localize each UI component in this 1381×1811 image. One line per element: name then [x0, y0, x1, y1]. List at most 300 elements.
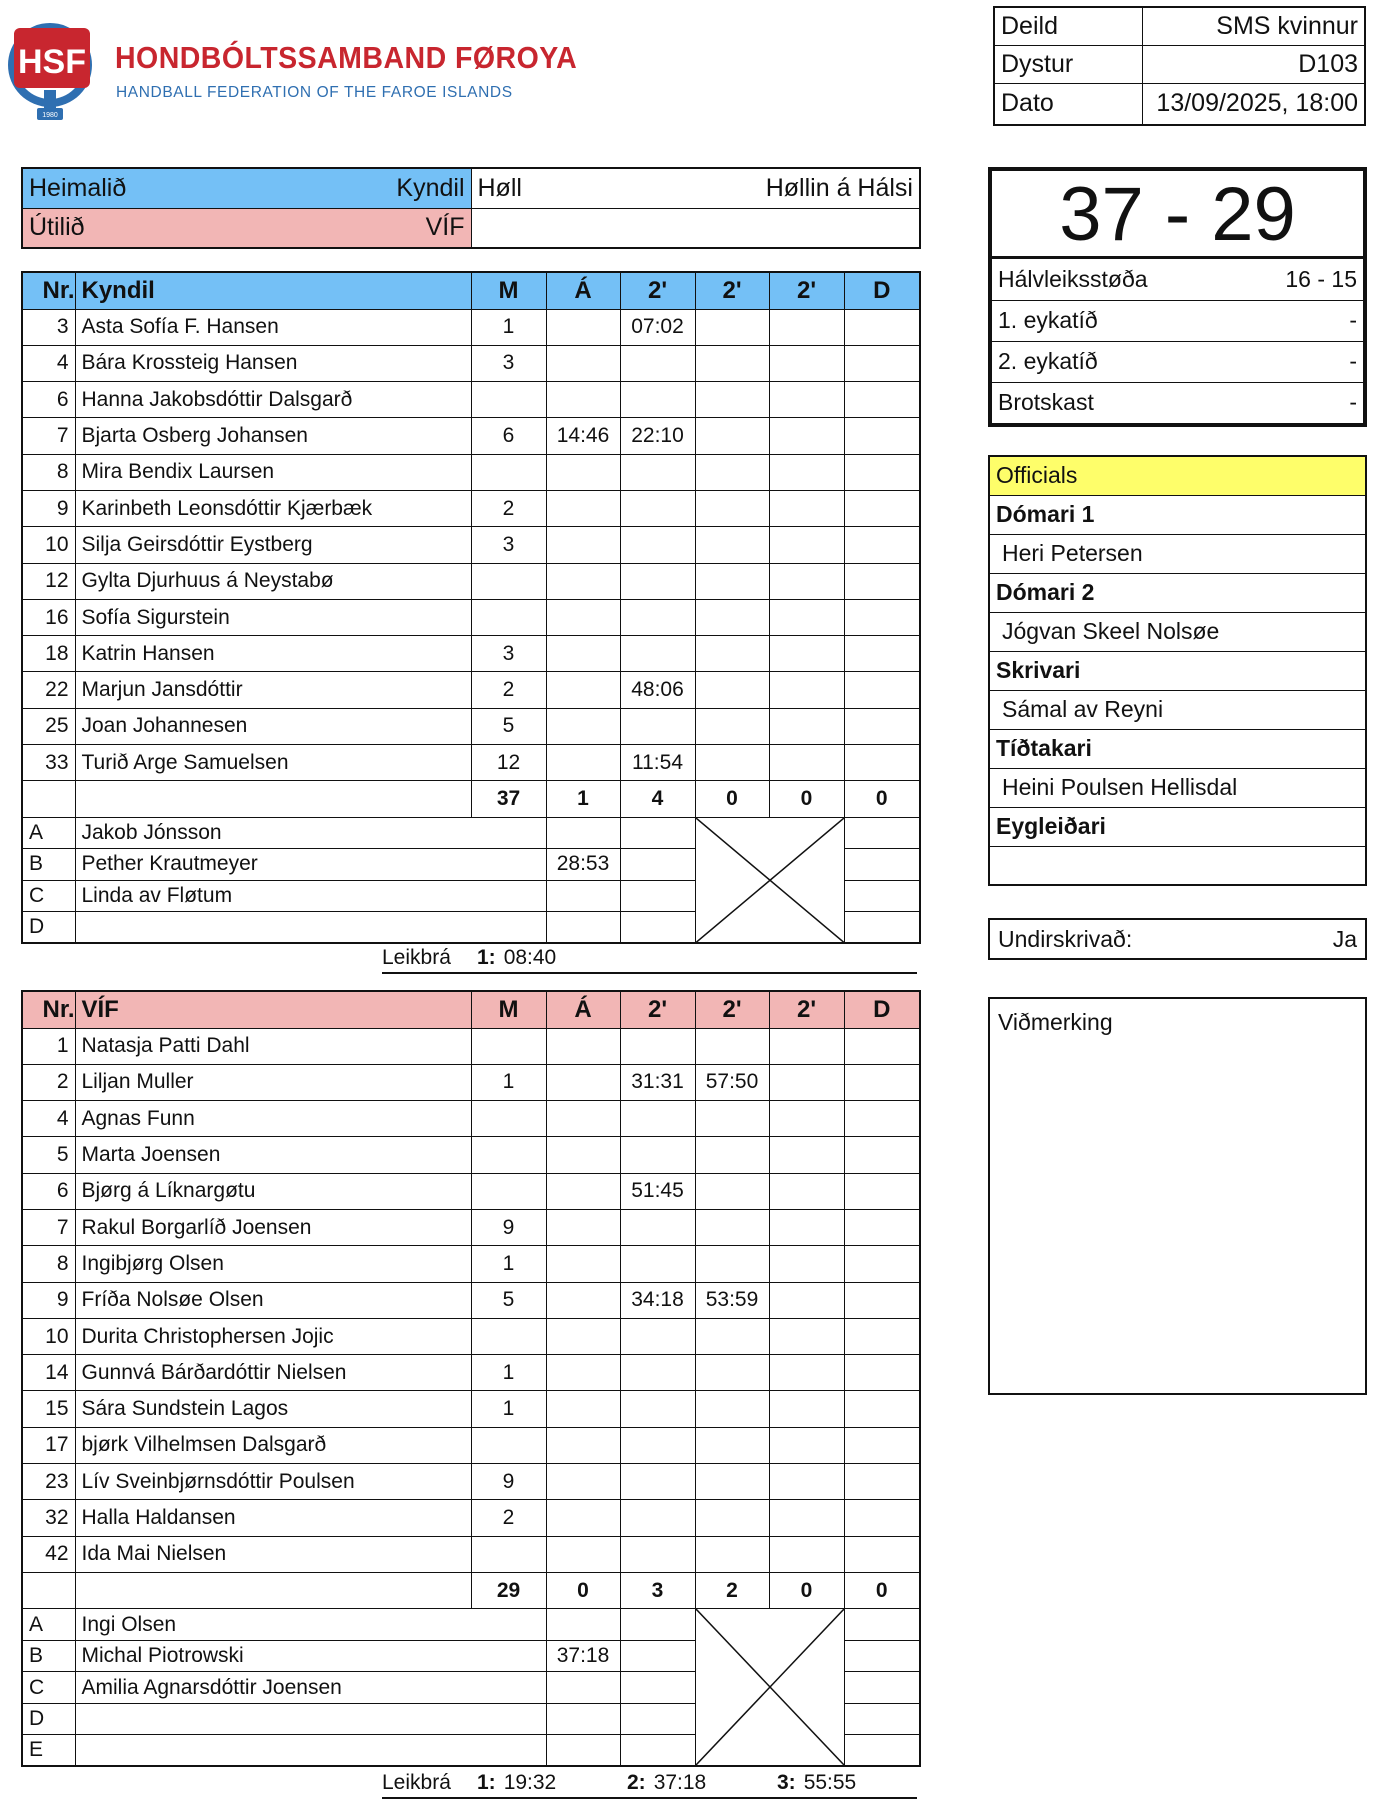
team-official-name [75, 912, 546, 944]
player-name: Ingibjørg Olsen [75, 1246, 471, 1282]
player-warning [546, 1209, 620, 1245]
player-goals: 3 [471, 636, 546, 672]
player-goals: 3 [471, 527, 546, 563]
player-name: Karinbeth Leonsdóttir Kjærbæk [75, 490, 471, 526]
player-row [22, 527, 920, 563]
federation-logo [0, 10, 578, 125]
player-suspension-2 [695, 1500, 769, 1536]
player-warning [546, 1464, 620, 1500]
column-header: 2' [620, 272, 695, 309]
signed-box [988, 918, 1367, 960]
player-disqualification [844, 527, 920, 563]
official-suspension [620, 1672, 695, 1704]
player-disqualification [844, 1209, 920, 1245]
player-suspension-1 [620, 1464, 695, 1500]
official-suspension [620, 1703, 695, 1735]
team-official-name [75, 1735, 546, 1767]
player-number: 25 [22, 708, 75, 744]
player-warning [546, 1536, 620, 1572]
player-row [22, 1028, 920, 1064]
player-number: 15 [22, 1391, 75, 1427]
player-suspension-1: 34:18 [620, 1282, 695, 1318]
column-header: M [471, 272, 546, 309]
timeout-label: Leikbrá [382, 946, 451, 969]
player-number: 4 [22, 1101, 75, 1137]
official-name: Jógvan Skeel Nolsøe [989, 612, 1366, 651]
team-official-row [22, 817, 920, 849]
info-value: 13/09/2025, 18:00 [1142, 83, 1365, 125]
score-box [988, 167, 1367, 427]
away-team-table [21, 990, 921, 1767]
player-suspension-1: 51:45 [620, 1173, 695, 1209]
player-disqualification [844, 1536, 920, 1572]
player-disqualification [844, 1137, 920, 1173]
player-warning [546, 1318, 620, 1354]
player-number: 10 [22, 527, 75, 563]
timeout-entry: 2: 37:18 [627, 1771, 707, 1794]
player-goals [471, 1137, 546, 1173]
player-goals [471, 1101, 546, 1137]
player-row [22, 418, 920, 454]
player-suspension-1 [620, 454, 695, 490]
official-suspension [620, 849, 695, 881]
player-suspension-2 [695, 1209, 769, 1245]
official-suspension [620, 1609, 695, 1641]
player-goals: 2 [471, 1500, 546, 1536]
column-header: 2' [769, 272, 844, 309]
player-disqualification [844, 1500, 920, 1536]
player-row [22, 1282, 920, 1318]
svg-text:1980: 1980 [42, 112, 58, 119]
player-suspension-2 [695, 527, 769, 563]
column-header: M [471, 991, 546, 1028]
player-disqualification [844, 1318, 920, 1354]
official-code: D [22, 912, 75, 944]
player-suspension-1 [620, 1246, 695, 1282]
overtime2-label: 2. eykatíð [992, 341, 1252, 382]
info-value: D103 [1142, 45, 1365, 83]
player-suspension-2 [695, 1246, 769, 1282]
team-official-name: Ingi Olsen [75, 1609, 546, 1641]
player-suspension-2 [695, 1464, 769, 1500]
player-number: 9 [22, 1282, 75, 1318]
column-header: Á [546, 991, 620, 1028]
player-warning [546, 345, 620, 381]
signed-label: Undirskrivað: [998, 925, 1133, 952]
player-goals [471, 454, 546, 490]
player-disqualification [844, 1427, 920, 1463]
player-warning [546, 745, 620, 781]
column-header: 2' [620, 991, 695, 1028]
player-warning [546, 1101, 620, 1137]
officials-title: Officials [989, 456, 1366, 495]
player-row [22, 672, 920, 708]
player-name: Marjun Jansdóttir [75, 672, 471, 708]
player-suspension-2 [695, 1427, 769, 1463]
player-row [22, 1464, 920, 1500]
timeout-entry: 3: 55:55 [777, 1771, 857, 1794]
player-number: 6 [22, 382, 75, 418]
official-empty [844, 817, 920, 849]
player-suspension-3 [769, 418, 844, 454]
player-suspension-3 [769, 1318, 844, 1354]
federation-subtitle: HANDBALL FEDERATION OF THE FAROE ISLANDS [116, 84, 513, 101]
player-warning: 14:46 [546, 418, 620, 454]
player-name: Ida Mai Nielsen [75, 1536, 471, 1572]
total-t2: 0 [695, 781, 769, 817]
player-row [22, 745, 920, 781]
info-row [994, 7, 1365, 45]
totals-empty [75, 1572, 471, 1608]
player-goals [471, 599, 546, 635]
overtime1-label: 1. eykatíð [992, 300, 1252, 341]
official-suspension [620, 880, 695, 912]
player-name: Turið Arge Samuelsen [75, 745, 471, 781]
total-t3: 0 [769, 1572, 844, 1608]
player-suspension-1 [620, 345, 695, 381]
player-goals [471, 1427, 546, 1463]
total-d: 0 [844, 781, 920, 817]
home-timeouts [382, 946, 917, 974]
player-number: 1 [22, 1028, 75, 1064]
player-name: Fríða Nolsøe Olsen [75, 1282, 471, 1318]
player-suspension-2 [695, 636, 769, 672]
player-name: Sofía Sigurstein [75, 599, 471, 635]
player-goals: 12 [471, 745, 546, 781]
player-name: Hanna Jakobsdóttir Dalsgarð [75, 382, 471, 418]
player-warning [546, 708, 620, 744]
official-code: E [22, 1735, 75, 1767]
player-suspension-1 [620, 382, 695, 418]
player-warning [546, 1500, 620, 1536]
player-goals: 2 [471, 490, 546, 526]
team-official-name: Amilia Agnarsdóttir Joensen [75, 1672, 546, 1704]
player-suspension-3 [769, 1355, 844, 1391]
column-header: D [844, 991, 920, 1028]
total-d: 0 [844, 1572, 920, 1608]
player-goals: 3 [471, 345, 546, 381]
player-name: Durita Christophersen Jojic [75, 1318, 471, 1354]
player-warning [546, 672, 620, 708]
official-code: D [22, 1703, 75, 1735]
player-goals: 1 [471, 1064, 546, 1100]
player-row [22, 1391, 920, 1427]
player-number: 6 [22, 1173, 75, 1209]
player-row [22, 636, 920, 672]
player-disqualification [844, 1101, 920, 1137]
venue-label: Høll [477, 173, 522, 202]
player-suspension-2 [695, 418, 769, 454]
total-a: 0 [546, 1572, 620, 1608]
away-label: Útilið [29, 213, 85, 242]
player-suspension-2 [695, 708, 769, 744]
player-number: 8 [22, 454, 75, 490]
officials-table [988, 455, 1367, 886]
team-official-name: Michal Piotrowski [75, 1640, 546, 1672]
player-suspension-3 [769, 1500, 844, 1536]
player-suspension-2 [695, 1173, 769, 1209]
official-name [989, 846, 1366, 885]
official-code: B [22, 849, 75, 881]
player-suspension-3 [769, 345, 844, 381]
official-warning [546, 1703, 620, 1735]
player-suspension-2 [695, 1137, 769, 1173]
player-row [22, 1536, 920, 1572]
player-name: bjørk Vilhelmsen Dalsgarð [75, 1427, 471, 1463]
player-number: 10 [22, 1318, 75, 1354]
player-suspension-3 [769, 1391, 844, 1427]
official-empty [844, 912, 920, 944]
player-row [22, 1246, 920, 1282]
player-suspension-1 [620, 1101, 695, 1137]
official-role: Dómari 2 [989, 573, 1366, 612]
player-warning [546, 1282, 620, 1318]
player-row [22, 345, 920, 381]
player-suspension-2 [695, 1101, 769, 1137]
column-header: 2' [695, 272, 769, 309]
player-suspension-3 [769, 599, 844, 635]
player-number: 2 [22, 1064, 75, 1100]
total-t1: 4 [620, 781, 695, 817]
match-info-table [993, 6, 1366, 126]
player-disqualification [844, 454, 920, 490]
official-warning: 37:18 [546, 1640, 620, 1672]
player-suspension-1 [620, 636, 695, 672]
penalty-shootout-value: - [1252, 382, 1363, 423]
player-suspension-3 [769, 1064, 844, 1100]
official-code: C [22, 880, 75, 912]
penalty-shootout-label: Brotskast [992, 382, 1252, 423]
player-goals: 6 [471, 418, 546, 454]
remark-box [988, 997, 1367, 1395]
player-disqualification [844, 1246, 920, 1282]
total-m: 37 [471, 781, 546, 817]
home-team-name: Kyndil [396, 173, 465, 202]
player-name: Bára Krossteig Hansen [75, 345, 471, 381]
player-name: Lív Sveinbjørnsdóttir Poulsen [75, 1464, 471, 1500]
official-warning [546, 1672, 620, 1704]
table-header-row [22, 272, 920, 309]
player-name: Agnas Funn [75, 1101, 471, 1137]
svg-text:HSF: HSF [18, 43, 86, 81]
player-suspension-1 [620, 599, 695, 635]
team-name-header: Kyndil [75, 272, 471, 309]
totals-empty [75, 781, 471, 817]
official-suspension [620, 817, 695, 849]
player-warning [546, 1028, 620, 1064]
player-goals [471, 1173, 546, 1209]
player-goals: 1 [471, 1246, 546, 1282]
player-name: Marta Joensen [75, 1137, 471, 1173]
player-goals: 2 [471, 672, 546, 708]
player-suspension-3 [769, 309, 844, 345]
player-goals: 1 [471, 1355, 546, 1391]
player-number: 22 [22, 672, 75, 708]
player-number: 17 [22, 1427, 75, 1463]
home-label: Heimalið [29, 173, 127, 202]
totals-row [22, 781, 920, 817]
player-row [22, 708, 920, 744]
official-warning [546, 880, 620, 912]
player-warning [546, 527, 620, 563]
team-official-name [75, 1703, 546, 1735]
player-warning [546, 1246, 620, 1282]
team-name-header: VÍF [75, 991, 471, 1028]
away-team-cell [22, 208, 471, 248]
home-team-table [21, 271, 921, 944]
player-number: 18 [22, 636, 75, 672]
venue-cell [471, 168, 920, 208]
player-suspension-1 [620, 1427, 695, 1463]
info-row [994, 45, 1365, 83]
player-suspension-1 [620, 1500, 695, 1536]
player-goals: 5 [471, 708, 546, 744]
player-number: 14 [22, 1355, 75, 1391]
player-suspension-3 [769, 1536, 844, 1572]
player-goals: 5 [471, 1282, 546, 1318]
official-name: Heini Poulsen Hellisdal [989, 768, 1366, 807]
player-number: 5 [22, 1137, 75, 1173]
official-empty [844, 1640, 920, 1672]
column-header: 2' [695, 991, 769, 1028]
player-number: 3 [22, 309, 75, 345]
player-disqualification [844, 1173, 920, 1209]
player-suspension-1 [620, 1137, 695, 1173]
player-name: Natasja Patti Dahl [75, 1028, 471, 1064]
player-goals [471, 1536, 546, 1572]
player-suspension-1: 48:06 [620, 672, 695, 708]
player-number: 32 [22, 1500, 75, 1536]
player-suspension-1 [620, 1355, 695, 1391]
player-suspension-3 [769, 672, 844, 708]
official-suspension [620, 1640, 695, 1672]
federation-name: HONDBÓLTSSAMBAND FØROYA [115, 40, 578, 75]
player-suspension-3 [769, 708, 844, 744]
player-name: Liljan Muller [75, 1064, 471, 1100]
player-number: 8 [22, 1246, 75, 1282]
official-empty [844, 849, 920, 881]
column-header: Á [546, 272, 620, 309]
player-disqualification [844, 1355, 920, 1391]
player-suspension-1: 11:54 [620, 745, 695, 781]
player-name: Silja Geirsdóttir Eystberg [75, 527, 471, 563]
player-name: Gylta Djurhuus á Neystabø [75, 563, 471, 599]
player-row [22, 309, 920, 345]
player-suspension-1: 07:02 [620, 309, 695, 345]
player-number: 9 [22, 490, 75, 526]
totals-empty [22, 781, 75, 817]
official-suspension [620, 912, 695, 944]
player-suspension-2 [695, 1355, 769, 1391]
table-header-row [22, 991, 920, 1028]
player-suspension-2 [695, 1536, 769, 1572]
player-disqualification [844, 309, 920, 345]
home-team-cell [22, 168, 471, 208]
player-disqualification [844, 1028, 920, 1064]
player-row [22, 1101, 920, 1137]
player-suspension-1 [620, 1318, 695, 1354]
venue-name: Høllin á Hálsi [765, 173, 913, 202]
player-suspension-3 [769, 382, 844, 418]
total-m: 29 [471, 1572, 546, 1608]
player-suspension-2 [695, 454, 769, 490]
official-empty [844, 1609, 920, 1641]
player-row [22, 1064, 920, 1100]
official-code: A [22, 1609, 75, 1641]
player-suspension-3 [769, 1246, 844, 1282]
player-warning [546, 1427, 620, 1463]
player-suspension-1: 22:10 [620, 418, 695, 454]
player-suspension-3 [769, 1173, 844, 1209]
player-suspension-2 [695, 382, 769, 418]
player-goals [471, 1028, 546, 1064]
player-number: 7 [22, 1209, 75, 1245]
player-warning [546, 1064, 620, 1100]
info-value: SMS kvinnur [1142, 7, 1365, 45]
player-disqualification [844, 563, 920, 599]
official-warning [546, 1735, 620, 1767]
player-number: 23 [22, 1464, 75, 1500]
player-warning [546, 454, 620, 490]
player-suspension-2 [695, 1391, 769, 1427]
official-role: Skrivari [989, 651, 1366, 690]
official-role: Dómari 1 [989, 495, 1366, 534]
player-suspension-2 [695, 309, 769, 345]
player-number: 16 [22, 599, 75, 635]
total-t2: 2 [695, 1572, 769, 1608]
player-suspension-3 [769, 1209, 844, 1245]
player-suspension-2 [695, 1028, 769, 1064]
player-suspension-2 [695, 345, 769, 381]
info-label: Dystur [994, 45, 1142, 83]
player-name: Joan Johannesen [75, 708, 471, 744]
player-suspension-3 [769, 636, 844, 672]
official-role: Eygleiðari [989, 807, 1366, 846]
player-goals [471, 1318, 546, 1354]
player-suspension-1 [620, 708, 695, 744]
player-warning [546, 599, 620, 635]
player-row [22, 490, 920, 526]
player-name: Halla Haldansen [75, 1500, 471, 1536]
official-warning [546, 912, 620, 944]
player-disqualification [844, 708, 920, 744]
player-number: 12 [22, 563, 75, 599]
timeout-label: Leikbrá [382, 1771, 451, 1794]
official-empty [844, 1735, 920, 1767]
official-empty [844, 1703, 920, 1735]
player-disqualification [844, 1064, 920, 1100]
official-warning [546, 1609, 620, 1641]
player-row [22, 1355, 920, 1391]
player-suspension-3 [769, 454, 844, 490]
player-suspension-2 [695, 1318, 769, 1354]
total-a: 1 [546, 781, 620, 817]
cross-out-mark [695, 1609, 844, 1767]
total-t1: 3 [620, 1572, 695, 1608]
player-goals: 1 [471, 309, 546, 345]
player-suspension-3 [769, 563, 844, 599]
player-suspension-3 [769, 1282, 844, 1318]
player-suspension-3 [769, 745, 844, 781]
player-row [22, 1500, 920, 1536]
player-disqualification [844, 345, 920, 381]
player-goals: 1 [471, 1391, 546, 1427]
player-suspension-3 [769, 527, 844, 563]
player-warning [546, 382, 620, 418]
hsf-emblem-icon [4, 10, 114, 125]
player-suspension-2: 57:50 [695, 1064, 769, 1100]
player-row [22, 1173, 920, 1209]
